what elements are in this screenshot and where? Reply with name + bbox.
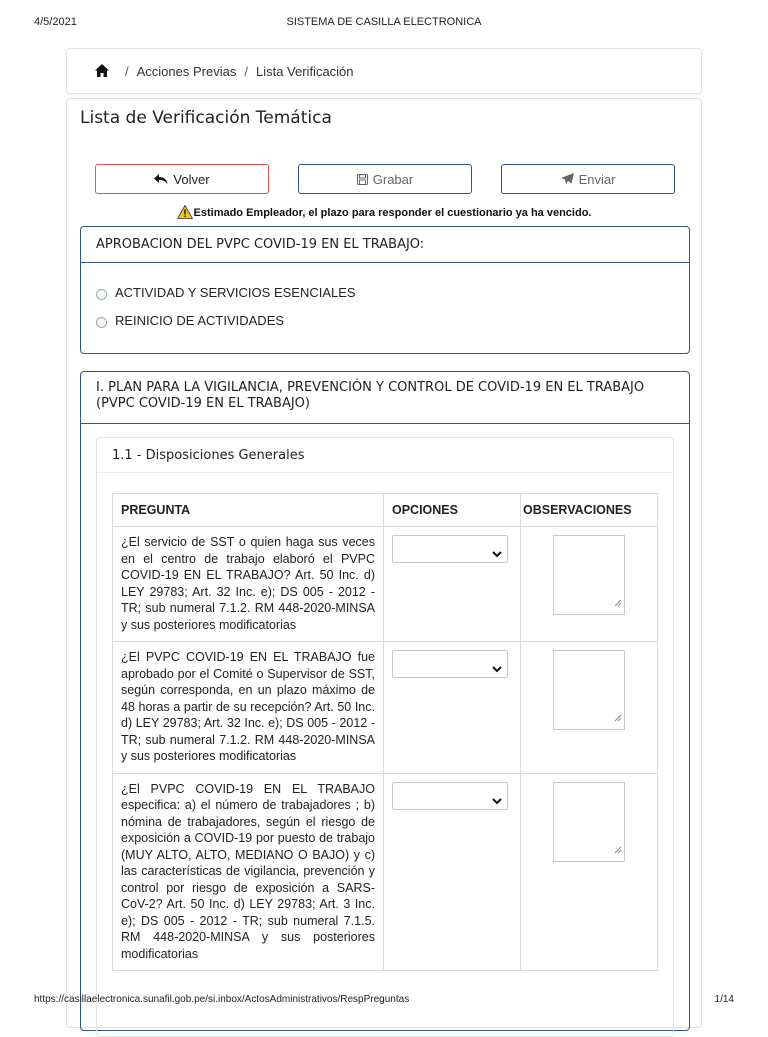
observations-cell (521, 527, 658, 642)
chevron-down-icon (492, 660, 502, 678)
breadcrumb-item-lista-verificacion: Lista Verificación (255, 63, 354, 79)
breadcrumb-separator: / (244, 63, 248, 79)
volver-label: Volver (173, 171, 210, 187)
section-title: 1.1 - Disposiciones Generales (97, 438, 673, 473)
radio-label: ACTIVIDAD Y SERVICIOS ESENCIALES (115, 285, 356, 300)
volver-button[interactable] (95, 164, 269, 194)
radio-button[interactable] (96, 289, 107, 300)
observations-cell (521, 773, 658, 971)
radio-reinicio-actividades[interactable] (96, 313, 284, 328)
enviar-button[interactable] (501, 164, 675, 194)
print-title: SISTEMA DE CASILLA ELECTRONICA (286, 16, 482, 28)
send-icon (561, 173, 574, 185)
radio-actividad-servicios[interactable] (96, 285, 356, 300)
observation-textarea[interactable] (553, 535, 625, 615)
warning-icon (177, 205, 193, 222)
deadline-warning (0, 205, 768, 222)
observation-textarea[interactable] (553, 650, 625, 730)
reply-icon (154, 174, 168, 185)
print-header (0, 16, 768, 32)
option-select[interactable] (392, 782, 508, 810)
breadcrumb (66, 48, 702, 94)
question-text: ¿El servicio de SST o quien haga sus veces en el centro de trabajo elaboró el PVPC COVID-19 EN EL TRABAJO? Art. 50 Inc. d) LEY 29783; Art. 32 Inc. e); DS 005 - 2012 - TR; sub numeral 7.1.2. RM 448-2020-MINSA y sus posteriores modificatorias (113, 527, 384, 642)
print-footer (0, 994, 768, 1008)
header-observaciones: OBSERVACIONES (521, 494, 658, 527)
print-page-count: 1/14 (714, 994, 734, 1005)
approval-title: APROBACION DEL PVPC COVID-19 EN EL TRABAJO: (81, 227, 689, 263)
approval-panel (80, 226, 690, 354)
page-title: Lista de Verificación Temática (80, 108, 332, 128)
observation-textarea[interactable] (553, 782, 625, 862)
radio-label: REINICIO DE ACTIVIDADES (115, 313, 285, 328)
print-url: https://casillaelectronica.sunafil.gob.pe/si.inbox/ActosAdministrativos/RespPreguntas (34, 994, 410, 1005)
breadcrumb-separator: / (125, 63, 129, 79)
table-row (113, 773, 658, 971)
table-row (113, 527, 658, 642)
option-select[interactable] (392, 650, 508, 678)
home-icon[interactable] (95, 64, 109, 78)
header-pregunta: PREGUNTA (113, 494, 384, 527)
header-opciones: OPCIONES (384, 494, 521, 527)
grabar-label: Grabar (372, 171, 414, 187)
questions-table (112, 493, 658, 971)
enviar-label: Enviar (578, 171, 616, 187)
resize-grip-icon[interactable] (614, 709, 622, 727)
question-text: ¿El PVPC COVID-19 EN EL TRABAJO fue aprobado por el Comité o Supervisor de SST, según corresponda, en un plazo máximo de 48 horas a partir de su recepción? Art. 50 Inc. d) LEY 29783; Art. 32 Inc. e); DS 005 - 2012 - TR; sub numeral 7.1.2. RM 448-2020-MINSA y sus posteriores modificatorias (113, 642, 384, 774)
radio-button[interactable] (96, 317, 107, 328)
save-icon (357, 174, 368, 185)
plan-title: I. PLAN PARA LA VIGILANCIA, PREVENCIÓN Y CONTROL DE COVID-19 EN EL TRABAJO (PVPC COVID-19 EN EL TRABAJO) (81, 372, 689, 424)
resize-grip-icon[interactable] (614, 594, 622, 612)
observations-cell (521, 642, 658, 774)
resize-grip-icon[interactable] (614, 841, 622, 859)
print-date: 4/5/2021 (34, 16, 77, 28)
option-select[interactable] (392, 535, 508, 563)
warning-text: Estimado Empleador, el plazo para responder el cuestionario ya ha vencido. (193, 207, 592, 219)
grabar-button[interactable] (298, 164, 472, 194)
options-cell (384, 642, 521, 774)
chevron-down-icon (492, 545, 502, 563)
table-row (113, 642, 658, 774)
options-cell (384, 773, 521, 971)
table-header-row (113, 494, 658, 527)
question-text: ¿El PVPC COVID-19 EN EL TRABAJO especifica: a) el número de trabajadores ; b) nómina de trabajadores, según el riesgo de exposición a COVID-19 por puesto de trabajo (MUY ALTO, ALTO, MEDIANO O BAJO) y c) las características de vigilancia, prevención y control por riesgo de exposición a SARS-CoV-2? Art. 50 Inc. d) LEY 29783; Art. 3 Inc. e); DS 005 - 2012 - TR; sub numeral 7.1.5. RM 448-2020-MINSA y sus posteriores modificatorias (113, 773, 384, 971)
chevron-down-icon (492, 792, 502, 810)
options-cell (384, 527, 521, 642)
breadcrumb-item-acciones-previas[interactable]: Acciones Previas (136, 63, 237, 79)
